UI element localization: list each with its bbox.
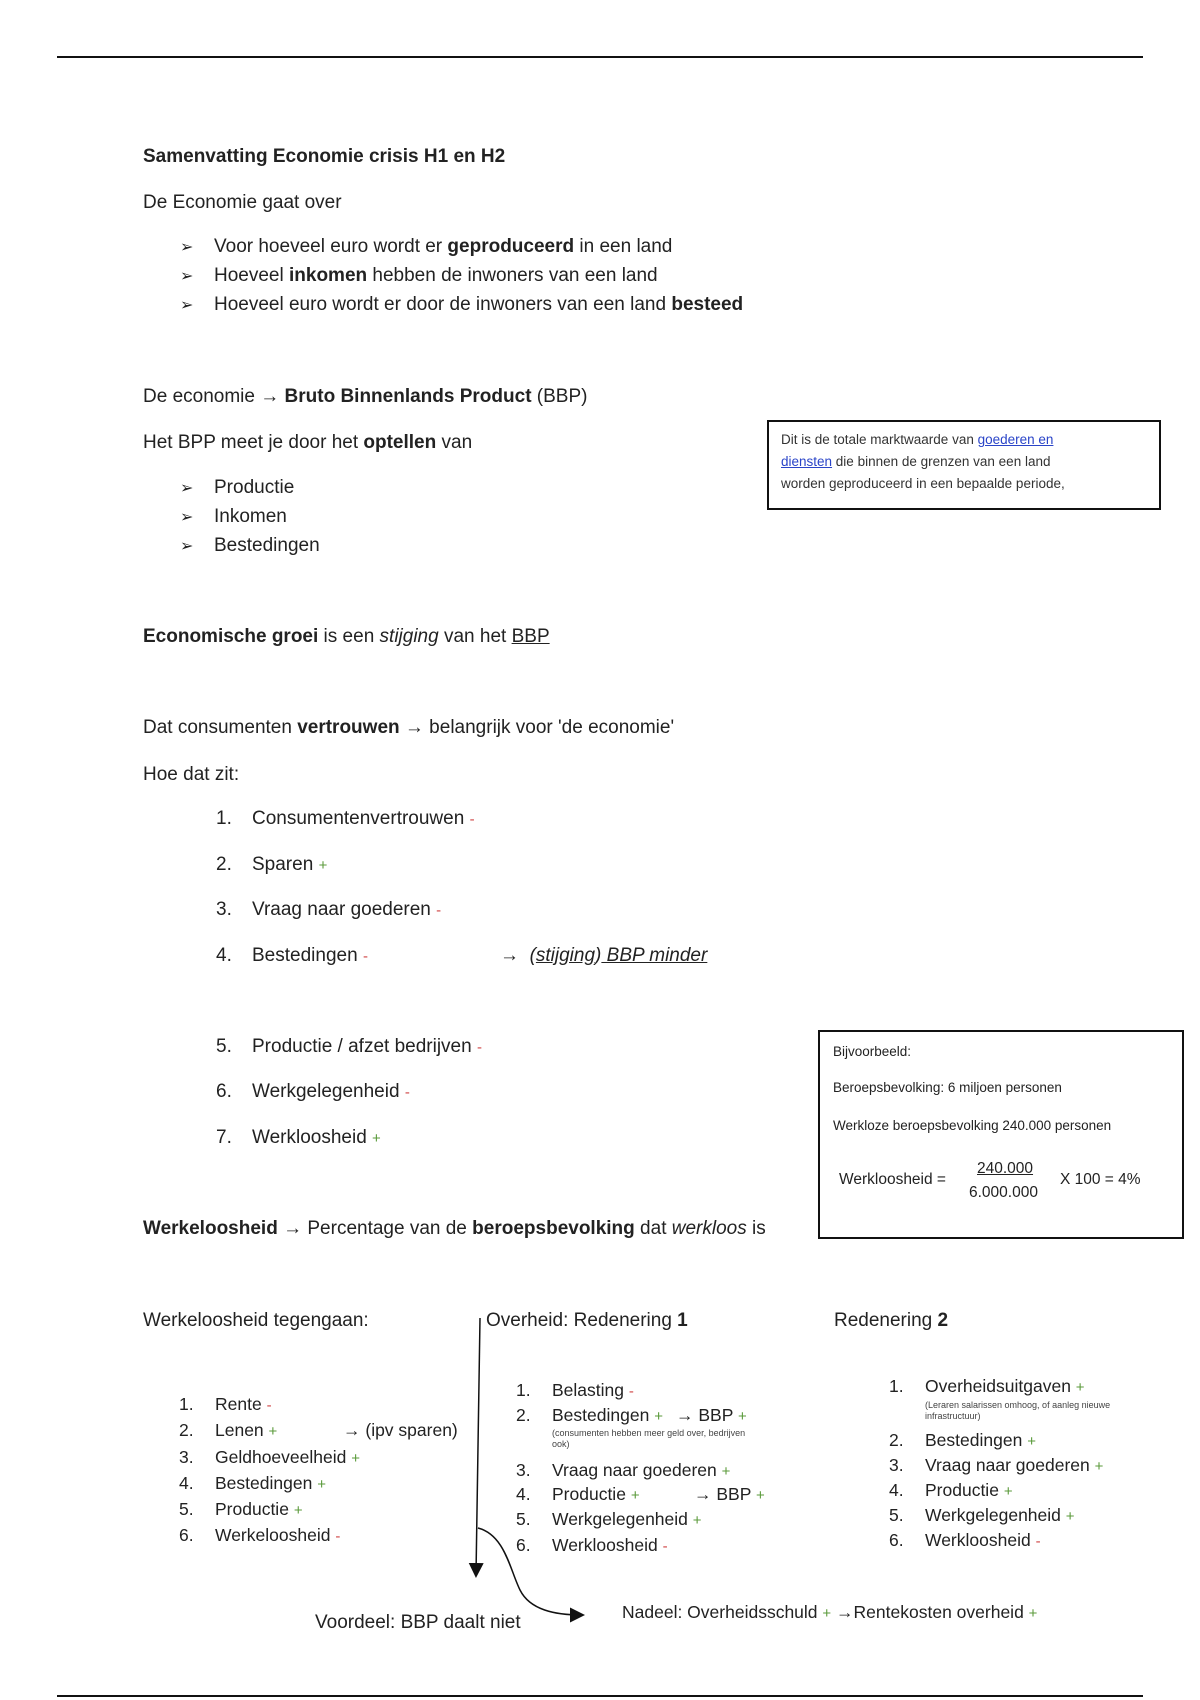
example-title: Bijvoorbeeld: [833,1044,912,1059]
mid-item-4: 4. Productie + [516,1484,640,1504]
arrowhead-bullet-icon: ➢ [180,509,194,526]
mid-item-3: 3. Vraag naar goederen + [516,1460,731,1480]
mid-note-4: → BBP + [694,1484,765,1504]
mid-small-note: (consumenten hebben meer geld over, bedrijven ook) [552,1428,746,1449]
chain-item-1: 1. Consumentenvertrouwen - [216,808,475,829]
right-item-2: 2. Bestedingen + [889,1430,1036,1450]
formula-label: Werkloosheid = [839,1171,946,1188]
mid-item-6: 6. Werkloosheid - [516,1535,668,1555]
curved-arrow-line [478,1528,582,1615]
mid-item-1: 1. Belasting - [516,1380,634,1400]
chain-item-7: 7. Werkloosheid + [216,1127,381,1148]
right-item-1: 1. Overheidsuitgaven + [889,1376,1085,1396]
intro-bullet-2: ➢ Hoeveel inkomen hebben de inwoners van een land [180,265,658,286]
example-line-1: Beroepsbevolking: 6 miljoen personen [833,1080,1062,1095]
formula-result: X 100 = 4% [1060,1171,1141,1188]
chain-item-6: 6. Werkgelegenheid - [216,1081,410,1102]
how-label: Hoe dat zit: [143,764,240,785]
right-item-6: 6. Werkloosheid - [889,1530,1041,1550]
chain-result: → (stijging) BBP minder [500,945,708,966]
measure-bullet-2: ➢ Inkomen [180,506,287,527]
chain-item-2: 2. Sparen + [216,854,328,875]
advantage-text: Voordeel: BBP daalt niet [315,1612,521,1633]
left-item-2: 2. Lenen + [179,1420,278,1440]
chain-item-3: 3. Vraag naar goederen - [216,899,442,920]
measure-bullet-3: ➢ Bestedingen [180,535,320,556]
left-item-4: 4. Bestedingen + [179,1473,326,1493]
mid-item-2: 2. Bestedingen + [516,1405,663,1425]
measure-bullet-1: ➢ Productie [180,477,295,498]
right-item-3: 3. Vraag naar goederen + [889,1455,1104,1475]
mid-note-2: → BBP + [676,1405,747,1425]
growth-line: Economische groei is een stijging van het BBP [143,626,550,647]
right-item-5: 5. Werkgelegenheid + [889,1505,1075,1525]
bbp-line: De economie → Bruto Binnenlands Product (BBP) [143,386,588,407]
intro-text: De Economie gaat over [143,192,342,213]
arrowhead-bullet-icon: ➢ [180,480,194,497]
left-item-1: 1. Rente - [179,1394,272,1414]
down-arrow-line [476,1318,480,1575]
arrowhead-bullet-icon: ➢ [180,538,194,555]
arrowhead-bullet-icon: ➢ [180,268,194,285]
example-line-2: Werkloze beroepsbevolking 240.000 personen [833,1118,1112,1133]
intro-bullet-1: ➢ Voor hoeveel euro wordt er geproduceerd in een land [180,236,673,257]
chain-item-5: 5. Productie / afzet bedrijven - [216,1036,482,1057]
right-item-4: 4. Productie + [889,1480,1013,1500]
mid-item-5: 5. Werkgelegenheid + [516,1509,702,1529]
unemployment-definition: Werkeloosheid → Percentage van de beroepsbevolking dat werkloos is [143,1218,766,1239]
formula-denominator: 6.000.000 [969,1184,1038,1201]
definition-box: Dit is de totale marktwaarde van goederen en diensten die binnen de grenzen van een land worden geproduceerd in een bepaalde periode, [767,420,1161,510]
chain-item-4: 4. Bestedingen - [216,945,368,966]
right-small-note: (Leraren salarissen omhoog, of aanleg nieuwe infrastructuur) [925,1400,1111,1421]
reasoning-2-label: Redenering 2 [834,1310,949,1331]
arrowhead-bullet-icon: ➢ [180,239,194,256]
disadvantage-text: Nadeel: Overheidsschuld + →Rentekosten overheid + [622,1602,1038,1622]
trust-line: Dat consumenten vertrouwen → belangrijk voor 'de economie' [143,717,675,738]
arrowhead-bullet-icon: ➢ [180,297,194,314]
left-item-5: 5. Productie + [179,1499,303,1519]
left-item-6: 6. Werkeloosheid - [179,1525,341,1545]
left-note: → (ipv sparen) [343,1420,458,1440]
fight-label: Werkeloosheid tegengaan: [143,1310,369,1331]
gov-reasoning-1-label: Overheid: Redenering 1 [486,1310,688,1331]
formula-numerator: 240.000 [977,1160,1034,1177]
goods-link[interactable]: goederen en [977,432,1054,447]
page-title: Samenvatting Economie crisis H1 en H2 [143,146,506,167]
left-item-3: 3. Geldhoeveelheid + [179,1447,360,1467]
measure-line: Het BPP meet je door het optellen van [143,432,473,453]
intro-bullet-3: ➢ Hoeveel euro wordt er door de inwoners van een land besteed [180,294,744,315]
services-link[interactable]: diensten [781,454,833,469]
